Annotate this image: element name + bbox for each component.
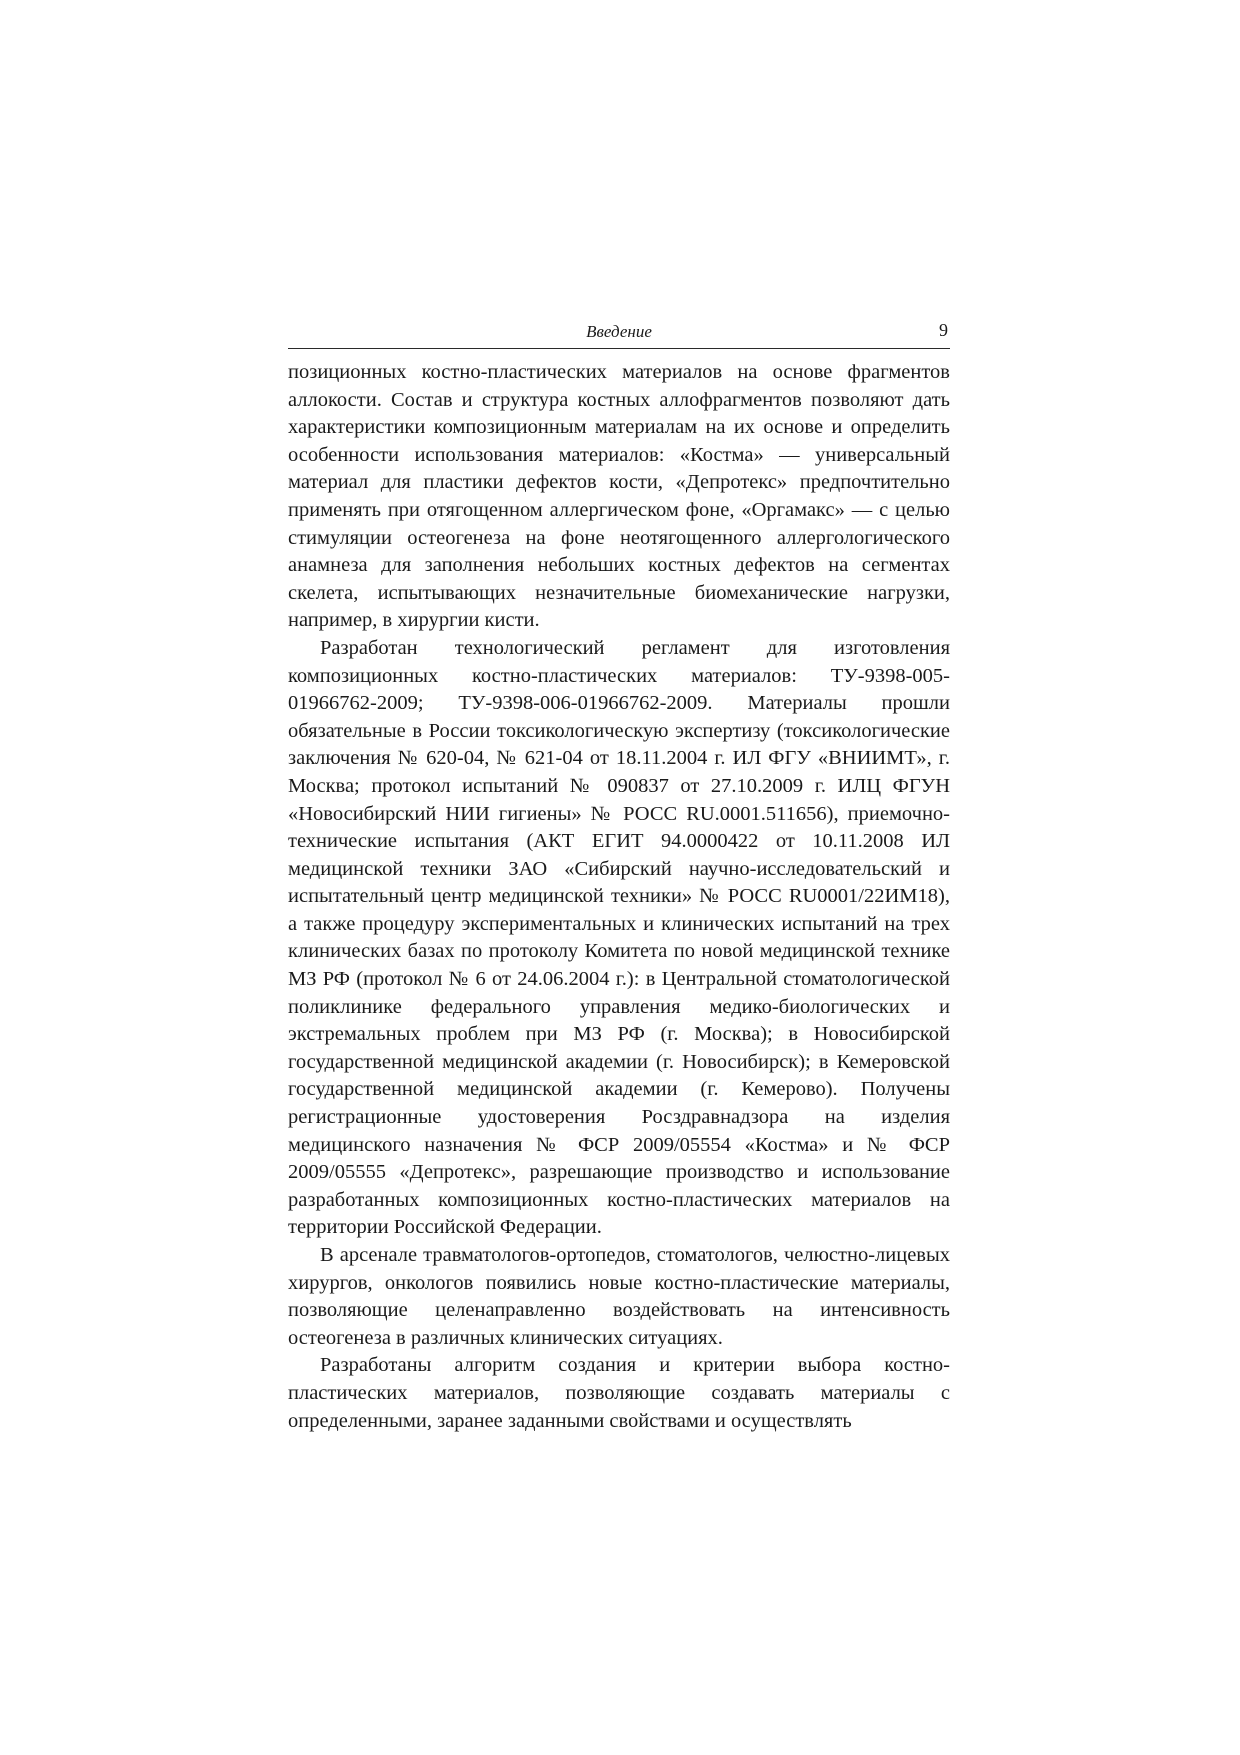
running-header	[288, 318, 950, 349]
book-page	[288, 318, 950, 1435]
paragraph-regulations: Разработан технологический регламент для изготовления композиционных костно-пластических материалов: ТУ-9398-005-01966762-2009; ТУ-9398-006-01966762-2009. Материалы прошли обязательные в России токсикологическую экспертизу (токсикологические заключения № 620-04, № 621-04 от 18.11.2004 г. ИЛ ФГУ «ВНИИМТ», г. Москва; протокол испытаний № 090837 от 27.10.2009 г. ИЛЦ ФГУН «Новосибирский НИИ гигиены» № РОСС RU.0001.511656), приемочно-технические испытания (АКТ ЕГИТ 94.0000422 от 10.11.2008 ИЛ медицинской техники ЗАО «Сибирский научно-исследовательский и испытательный центр медицинской техники» № РОСС RU0001/22ИМ18), а также процедуру экспериментальных и клинических испытаний на трех клинических базах по протоколу Комитета по новой медицинской технике МЗ РФ (протокол № 6 от 24.06.2004 г.): в Центральной стоматологической поликлинике федерального управления медико-биологических и экстремальных проблем при МЗ РФ (г. Москва); в Новосибирской государственной медицинской академии (г. Новосибирск); в Кемеровской государственной медицинской академии (г. Кемерово). Получены регистрационные удостоверения Росздравнадзора на изделия медицинского назначения № ФСР 2009/05554 «Костма» и № ФСР 2009/05555 «Депротекс», разрешающие производство и использование разработанных композиционных костно-пластических материалов на территории Российской Федерации.	[288, 636, 950, 1239]
paragraph-arsenal: В арсенале травматологов-ортопедов, стоматологов, челюстно-лицевых хирургов, онкологов появились новые костно-пластические материалы, позволяющие целенаправленно воздействовать на интенсивность остеогенеза в различных клинических ситуациях.	[288, 1244, 950, 1349]
body-text	[288, 359, 950, 1435]
paragraph-algorithm: Разработаны алгоритм создания и критерии выбора костно-пластических материалов, позволяющие создавать материалы с определенными, заранее заданными свойствами и осуществлять	[288, 1354, 950, 1432]
paragraph-continuation: позиционных костно-пластических материалов на основе фрагментов аллокости. Состав и структура костных аллофрагментов позволяют дать характеристики композиционным материалам на их основе и определить особенности использования материалов: «Костма» — универсальный материал для пластики дефектов кости, «Депротекс» предпочтительно применять при отягощенном аллергическом фоне, «Оргамакс» — с целью стимуляции остеогенеза на фоне неотягощенного аллергологического анамнеза для заполнения небольших костных дефектов на сегментах скелета, испытывающих незначительные биомеханические нагрузки, например, в хирургии кисти.	[288, 361, 950, 632]
page-number: 9	[939, 320, 948, 340]
running-title: Введение	[586, 322, 652, 341]
